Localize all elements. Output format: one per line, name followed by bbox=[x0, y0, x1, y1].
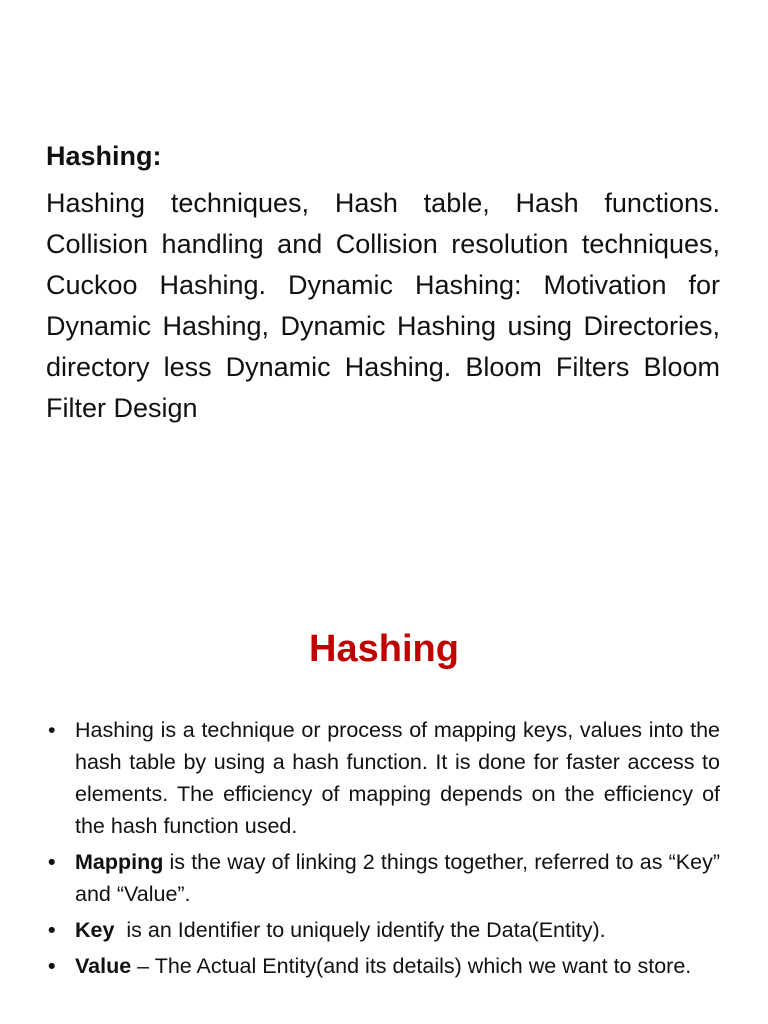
bullet-text: is an Identifier to uniquely identify the Data(Entity). bbox=[114, 918, 606, 942]
bullet-icon: • bbox=[48, 718, 56, 742]
bullet-term: Mapping bbox=[75, 850, 164, 874]
bullet-list bbox=[46, 714, 720, 986]
bullet-item-mapping bbox=[46, 846, 720, 910]
bullet-icon: • bbox=[48, 850, 56, 874]
hashing-slide bbox=[0, 512, 768, 1024]
bullet-term: Key bbox=[75, 918, 115, 942]
bullet-text: is the way of linking 2 things together, referred to as “Key” and “Value”. bbox=[75, 850, 720, 906]
bullet-item-definition bbox=[46, 714, 720, 842]
bullet-icon: • bbox=[48, 918, 56, 942]
syllabus-heading: Hashing: bbox=[46, 141, 162, 171]
bullet-term: Value bbox=[75, 954, 132, 978]
bullet-icon: • bbox=[48, 954, 56, 978]
bullet-item-value bbox=[46, 950, 720, 982]
bullet-text: Hashing is a technique or process of mapping keys, values into the hash table by using a hash function. It is done for faster access to elements. The efficiency of mapping depends on the efficiency of the hash function used. bbox=[75, 718, 720, 838]
bullet-item-key bbox=[46, 914, 720, 946]
slide-title: Hashing bbox=[309, 628, 459, 670]
bullet-text: – The Actual Entity(and its details) which we want to store. bbox=[131, 954, 692, 978]
syllabus-body: Hashing techniques, Hash table, Hash functions. Collision handling and Collision resolution techniques, Cuckoo Hashing. Dynamic Hashing: Motivation for Dynamic Hashing, Dynamic Hashing using Directories, directory less Dynamic Hashing. Bloom Filters Bloom Filter Design bbox=[46, 188, 720, 423]
